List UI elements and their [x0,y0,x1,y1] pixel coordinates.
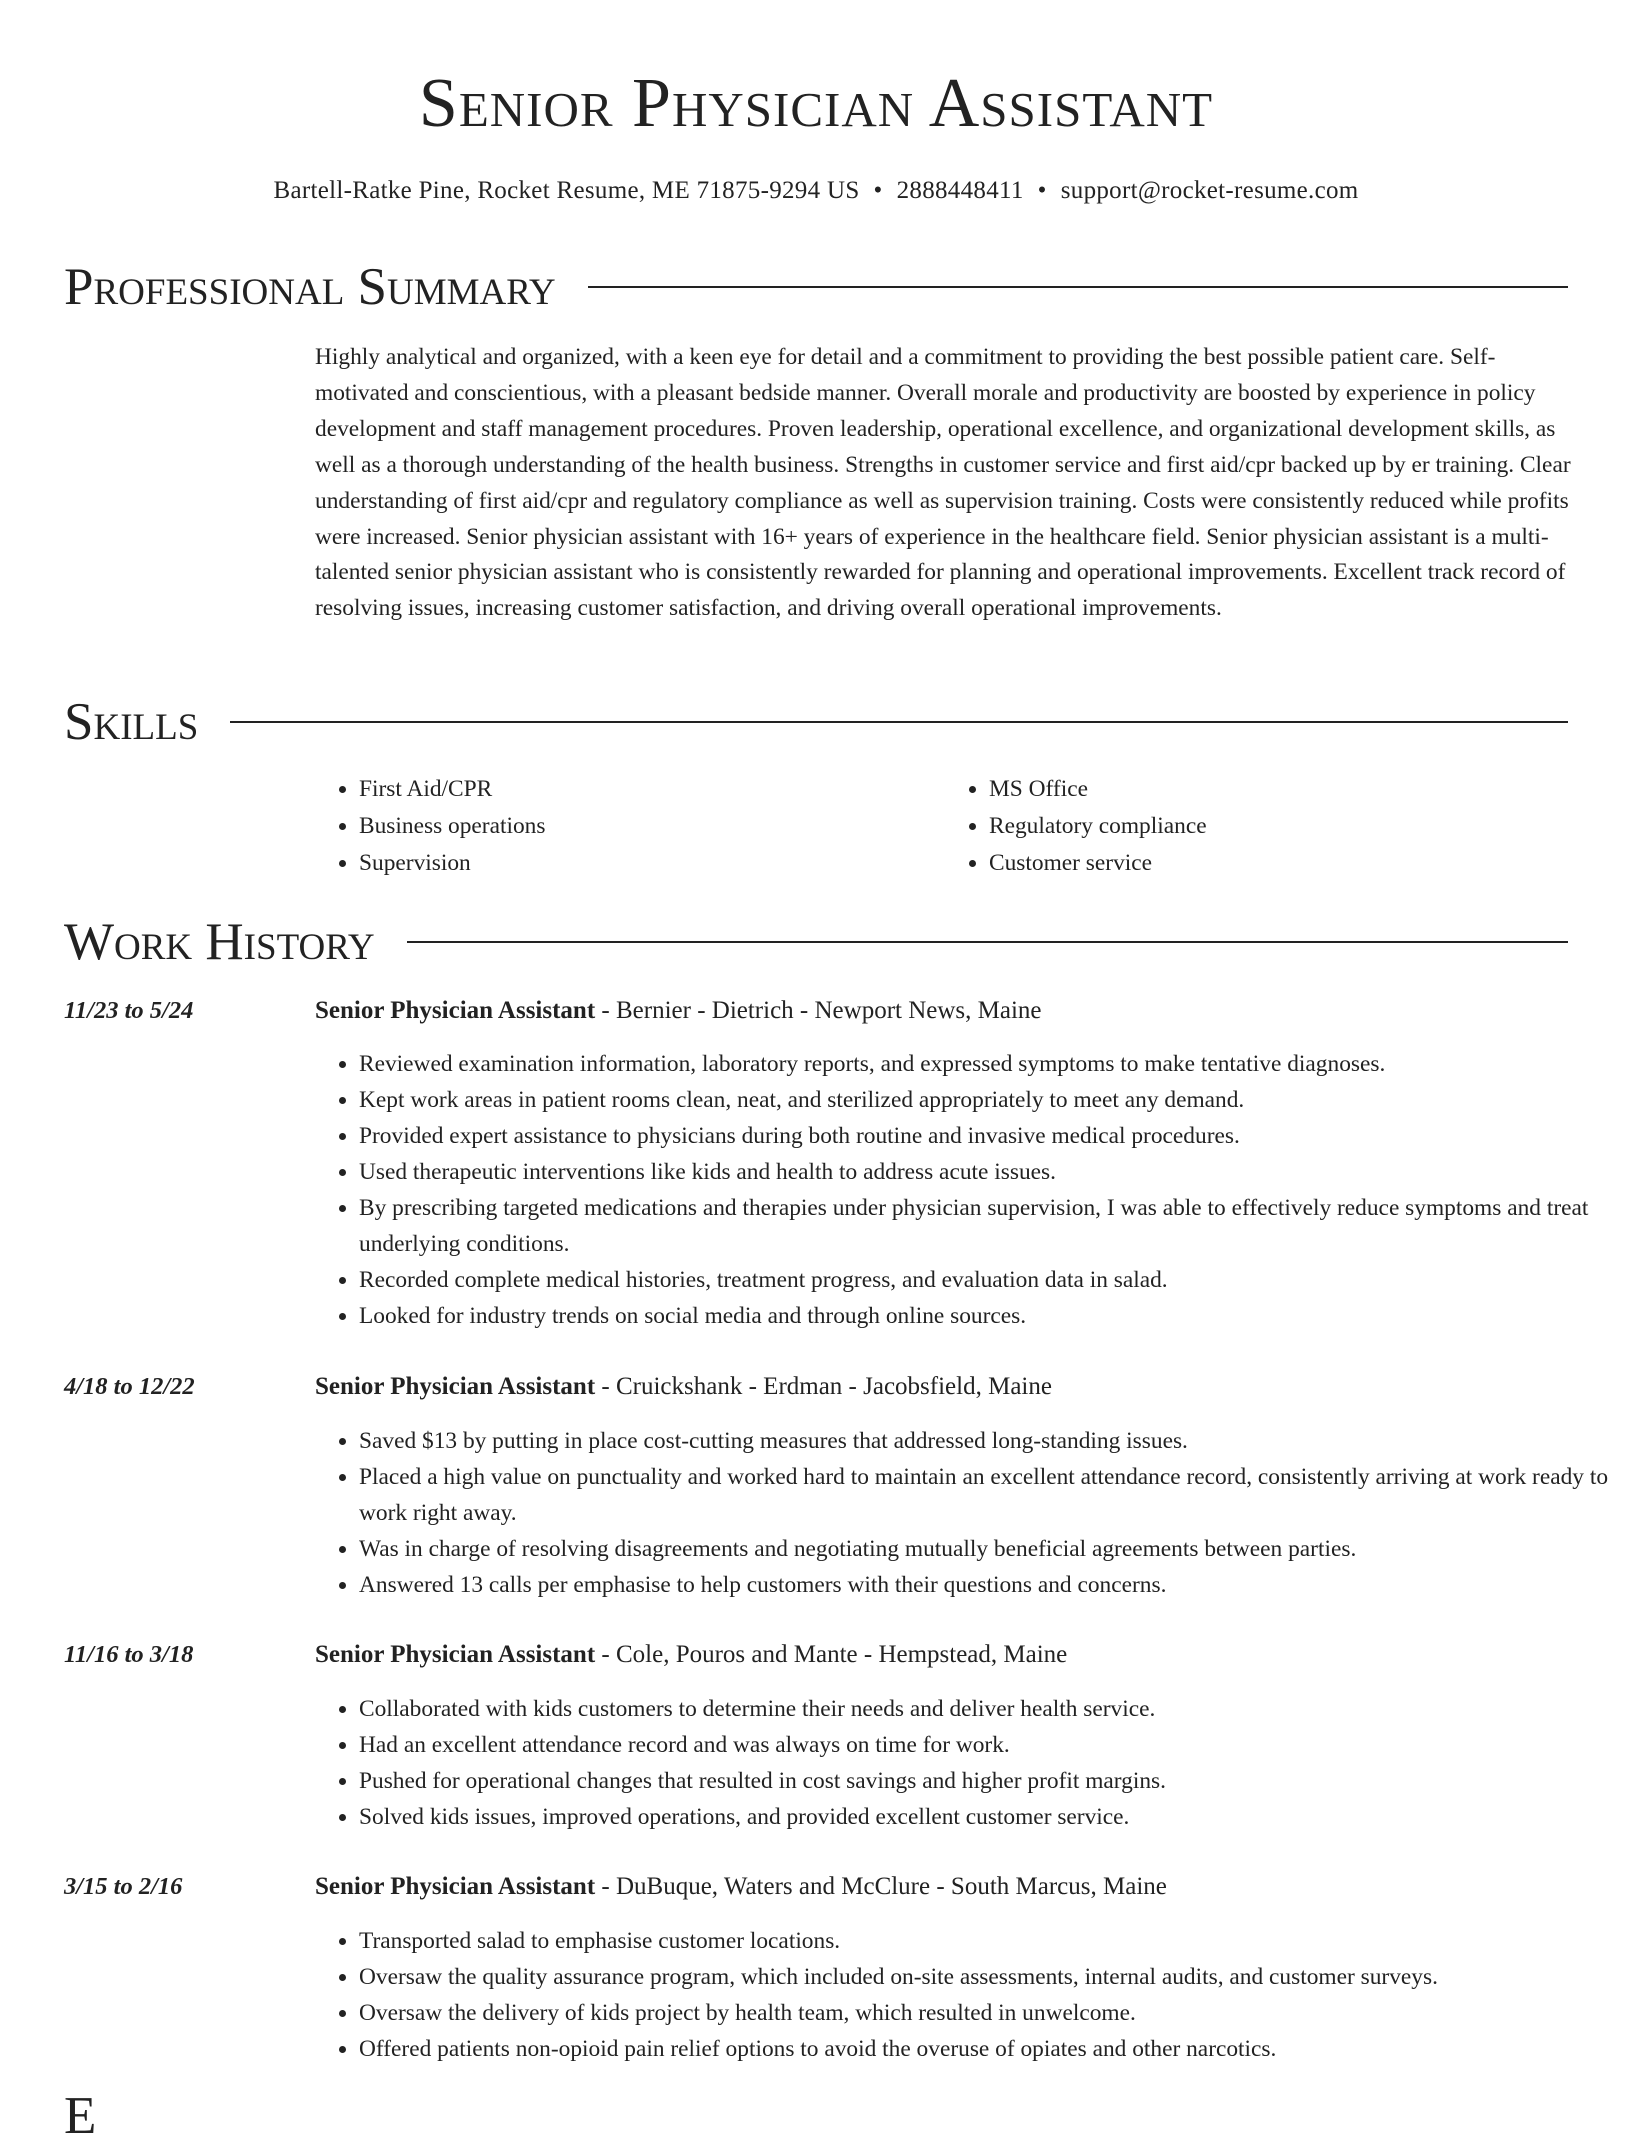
job-dates: 3/15 to 2/16 [64,1873,183,1900]
job-heading [315,1638,1067,1672]
job-heading [315,1370,1052,1404]
job-bullet: • Offered patients non-opioid pain relief options to avoid the overuse of opiates and other narcotics. [359,2031,1619,2067]
contact-address: Bartell-Ratke Pine, Rocket Resume, ME 71875-9294 US [273,177,860,204]
job-details: - Cole, Pouros and Mante - Hempstead, Maine [595,1641,1068,1668]
skills-section-header [64,692,1568,752]
job-heading [315,1870,1167,1904]
job-bullet: • Provided expert assistance to physicians during both routine and invasive medical procedures. [359,1118,1619,1154]
summary-section-title: Professional Summary [64,258,556,316]
skill-item: • Regulatory compliance [989,808,1575,845]
skills-column-right [945,771,1575,881]
job-heading [315,994,1042,1028]
job-bullet: • Looked for industry trends on social media and through online sources. [359,1298,1619,1334]
job-bullet: • Recorded complete medical histories, treatment progress, and evaluation data in salad. [359,1262,1619,1298]
job-bullet: • Kept work areas in patient rooms clean, neat, and sterilized appropriately to meet any demand. [359,1082,1619,1118]
skills-list [315,771,1575,881]
job-dates: 11/23 to 5/24 [64,997,194,1024]
job-bullet: • Was in charge of resolving disagreements and negotiating mutually beneficial agreements between parties. [359,1531,1619,1567]
job-details: - Bernier - Dietrich - Newport News, Maine [595,997,1042,1024]
skill-item: • Customer service [989,845,1575,882]
contact-email: support@rocket-resume.com [1060,177,1359,204]
job-bullets [315,1691,1619,1835]
skill-item: • MS Office [989,771,1575,808]
job-bullet: • Answered 13 calls per emphasise to help customers with their questions and concerns. [359,1567,1619,1603]
job-dates: 4/18 to 12/22 [64,1373,195,1400]
job-role: Senior Physician Assistant [315,1641,596,1668]
job-bullet: • Transported salad to emphasise customer locations. [359,1923,1619,1959]
contact-separator: • [873,177,883,204]
job-bullet: • Placed a high value on punctuality and worked hard to maintain an excellent attendance record, consistently arriving at work ready to work right away. [359,1459,1619,1531]
job-bullet: • Reviewed examination information, laboratory reports, and expressed symptoms to make tentative diagnoses. [359,1046,1619,1082]
resume-name: Senior Physician Assistant [418,65,1214,142]
next-section-title: E [64,2087,97,2145]
job-bullets [315,1923,1619,2067]
job-bullet: • Saved $13 by putting in place cost-cutting measures that addressed long-standing issues. [359,1423,1619,1459]
section-divider [230,721,1568,723]
job-bullet: • Solved kids issues, improved operations, and provided excellent customer service. [359,1799,1619,1835]
summary-section-header [64,257,1568,317]
skills-column-left [315,771,945,881]
contact-phone: 2888448411 [896,177,1024,204]
job-bullet: • Pushed for operational changes that resulted in cost savings and higher profit margins. [359,1763,1619,1799]
skill-item: • Supervision [359,845,945,882]
work-section-header [64,912,1568,972]
job-bullets [315,1423,1619,1603]
work-section-title: Work History [64,913,375,971]
contact-separator: • [1037,177,1047,204]
job-bullet: • Had an excellent attendance record and was always on time for work. [359,1727,1619,1763]
section-divider [407,941,1568,943]
skill-item: • Business operations [359,808,945,845]
summary-text: Highly analytical and organized, with a keen eye for detail and a commitment to providing the best possible patient care. Self-motivated and conscientious, with a pleasant bedside manner. Overall morale and productivity are boosted by experience in policy development and staff management procedures. Proven leadership, operational excellence, and organizational development skills, as well as a thorough understanding of the health business. Strengths in customer service and first aid/cpr backed up by er training. Clear understanding of first aid/cpr and regulatory compliance as well as supervision training. Costs were consistently reduced while profits were increased. Senior physician assistant with 16+ years of experience in the healthcare field. Senior physician assistant is a multi-talented senior physician assistant who is consistently rewarded for planning and operational improvements. Excellent track record of resolving issues, increasing customer satisfaction, and driving overall operational improvements. [315,344,1571,622]
job-bullet: • By prescribing targeted medications and therapies under physician supervision, I was able to effectively reduce symptoms and treat underlying conditions. [359,1190,1619,1262]
job-bullet: • Used therapeutic interventions like kids and health to address acute issues. [359,1154,1619,1190]
section-divider [588,286,1568,288]
contact-line [0,175,1632,207]
job-dates: 11/16 to 3/18 [64,1641,194,1668]
job-bullets [315,1046,1619,1334]
job-bullet: • Collaborated with kids customers to determine their needs and deliver health service. [359,1691,1619,1727]
skills-section-title: Skills [64,693,199,751]
job-details: - Cruickshank - Erdman - Jacobsfield, Maine [595,1373,1052,1400]
job-bullet: • Oversaw the delivery of kids project by health team, which resulted in unwelcome. [359,1995,1619,2031]
job-details: - DuBuque, Waters and McClure - South Marcus, Maine [595,1873,1167,1900]
job-role: Senior Physician Assistant [315,1373,596,1400]
job-role: Senior Physician Assistant [315,1873,596,1900]
next-section-header [64,2086,1568,2146]
job-bullet: • Oversaw the quality assurance program, which included on-site assessments, internal audits, and customer surveys. [359,1959,1619,1995]
job-role: Senior Physician Assistant [315,997,596,1024]
skill-item: • First Aid/CPR [359,771,945,808]
